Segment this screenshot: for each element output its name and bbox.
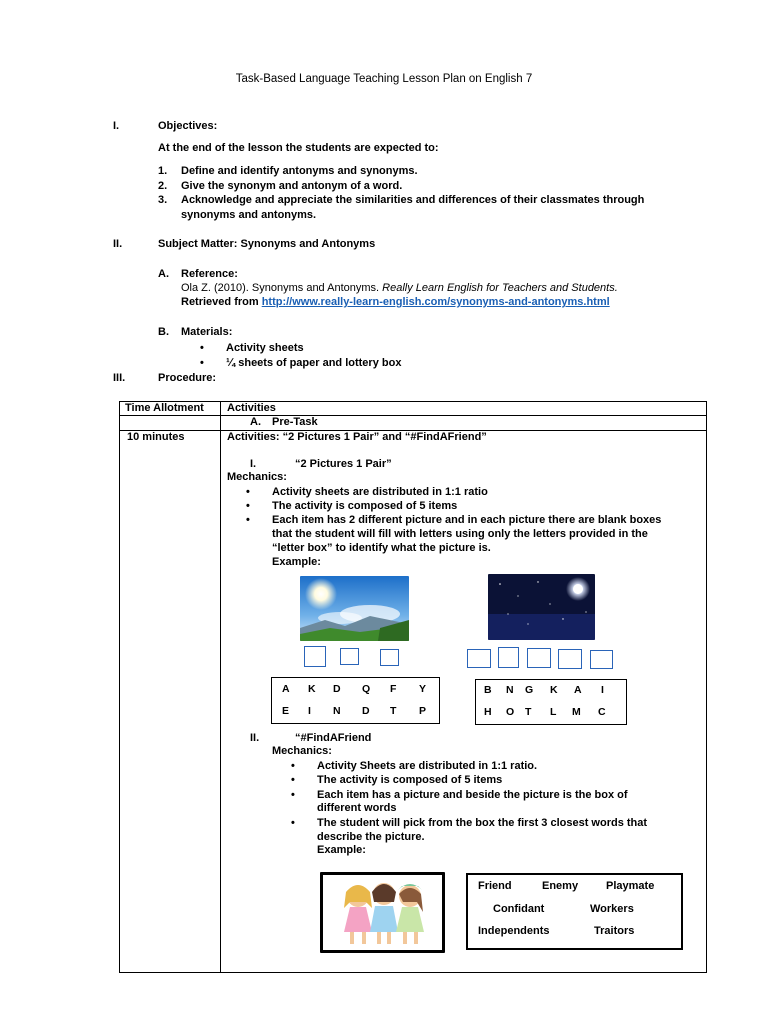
reference-heading: Reference:: [181, 268, 238, 280]
mechanics-item: • Each item has a picture and beside the picture is the box of: [317, 789, 628, 801]
letter: Q: [362, 683, 371, 695]
letter: L: [550, 706, 557, 718]
objectives-intro: At the end of the lesson the students are expected to:: [158, 142, 439, 154]
answer-box[interactable]: [467, 649, 491, 668]
activity-numeral: II.: [250, 732, 260, 744]
activity-name: “2 Pictures 1 Pair”: [295, 458, 392, 470]
section-numeral: III.: [113, 372, 126, 384]
word-option: Workers: [590, 903, 634, 915]
answer-box[interactable]: [558, 649, 582, 669]
pretask-label: Pre-Task: [272, 416, 318, 428]
time-allotment-value: 10 minutes: [127, 431, 185, 443]
answer-box[interactable]: [498, 647, 519, 668]
materials-letter: B.: [158, 326, 169, 338]
letter: I: [308, 705, 311, 717]
letter: N: [506, 684, 514, 696]
mechanics-item: • Activity Sheets are distributed in 1:1 ratio.: [317, 760, 537, 772]
letter: G: [525, 684, 534, 696]
objective-number: 2.: [158, 180, 168, 192]
example-label: Example:: [272, 556, 321, 568]
section-numeral: II.: [113, 238, 123, 250]
letter: C: [598, 706, 606, 718]
mechanics-item: • The activity is composed of 5 items: [272, 500, 457, 512]
letter: Y: [419, 683, 427, 695]
letter: N: [333, 705, 341, 717]
letter: K: [308, 683, 316, 695]
night-sky-picture: [488, 574, 595, 640]
word-box: [466, 873, 683, 950]
mechanics-label: Mechanics:: [227, 471, 287, 483]
reference-retrieved: Retrieved from http://www.really-learn-english.com/synonyms-and-antonyms.html: [181, 296, 610, 308]
letter-box-right: [475, 679, 627, 725]
friends-picture: [320, 872, 445, 953]
objective-item: Acknowledge and appreciate the similarities and differences of their classmates through: [181, 194, 645, 206]
reference-letter: A.: [158, 268, 169, 280]
word-option: Enemy: [542, 880, 579, 892]
letter: T: [390, 705, 397, 717]
word-option: Traitors: [594, 925, 635, 937]
mechanics-item-continued: “letter box” to identify what the picture is.: [272, 542, 491, 554]
mechanics-item: • The student will pick from the box the first 3 closest words that: [317, 817, 647, 829]
letter: D: [362, 705, 370, 717]
document-title: Task-Based Language Teaching Lesson Plan on English 7: [235, 73, 533, 85]
word-option: Playmate: [606, 880, 655, 892]
letter: O: [506, 706, 515, 718]
objective-item: Define and identify antonyms and synonyms.: [181, 165, 418, 177]
pretask-letter: A.: [250, 416, 261, 428]
letter: H: [484, 706, 492, 718]
letter: B: [484, 684, 492, 696]
mechanics-item: • The activity is composed of 5 items: [317, 774, 502, 786]
letter: D: [333, 683, 341, 695]
answer-box[interactable]: [590, 650, 613, 669]
word-option: Confidant: [493, 903, 545, 915]
materials-item: • Activity sheets: [226, 342, 304, 354]
objective-item: Give the synonym and antonym of a word.: [181, 180, 403, 192]
letter-box-left: [271, 677, 440, 724]
materials-heading: Materials:: [181, 326, 233, 338]
example-label: Example:: [317, 844, 366, 856]
reference-source: Really Learn English for Teachers and Students.: [382, 282, 618, 294]
letter: K: [550, 684, 558, 696]
mechanics-item-continued: different words: [317, 802, 397, 814]
mechanics-item-continued: describe the picture.: [317, 831, 425, 843]
sunny-sky-picture: [300, 576, 409, 641]
activities-header: Activities: [227, 402, 276, 414]
reference-link[interactable]: http://www.really-learn-english.com/synonyms-and-antonyms.html: [261, 296, 610, 308]
objectives-heading: Objectives:: [158, 120, 218, 132]
activities-title: Activities: “2 Pictures 1 Pair” and “#FindAFriend”: [227, 431, 487, 443]
time-allotment-header: Time Allotment: [125, 402, 204, 414]
procedure-heading: Procedure:: [158, 372, 217, 384]
letter: T: [525, 706, 532, 718]
section-numeral: I.: [113, 120, 120, 132]
objective-number: 1.: [158, 165, 168, 177]
answer-box[interactable]: [340, 648, 359, 665]
subject-matter-heading: Subject Matter: Synonyms and Antonyms: [158, 238, 376, 250]
letter: I: [601, 684, 604, 696]
objective-number: 3.: [158, 194, 168, 206]
letter: E: [282, 705, 290, 717]
letter: P: [419, 705, 427, 717]
answer-box[interactable]: [380, 649, 399, 666]
letter: A: [574, 684, 582, 696]
activity-name: “#FindAFriend: [295, 732, 372, 744]
reference-citation: Ola Z. (2010). Synonyms and Antonyms. Really Learn English for Teachers and Students.: [181, 282, 618, 294]
letter: F: [390, 683, 397, 695]
mechanics-item: • Each item has 2 different picture and in each picture there are blank boxes: [272, 514, 661, 526]
answer-box[interactable]: [304, 646, 326, 667]
letter: A: [282, 683, 290, 695]
mechanics-item: • Activity sheets are distributed in 1:1 ratio: [272, 486, 488, 498]
letter: M: [572, 706, 581, 718]
materials-item: • ¼ sheets of paper and lottery box: [226, 357, 401, 369]
word-option: Independents: [478, 925, 550, 937]
word-option: Friend: [478, 880, 512, 892]
mechanics-label: Mechanics:: [272, 745, 332, 757]
answer-box[interactable]: [527, 648, 551, 668]
mechanics-item-continued: that the student will fill with letters using only the letters provided in the: [272, 528, 648, 540]
objective-item-continued: synonyms and antonyms.: [181, 209, 317, 221]
activity-numeral: I.: [250, 458, 257, 470]
